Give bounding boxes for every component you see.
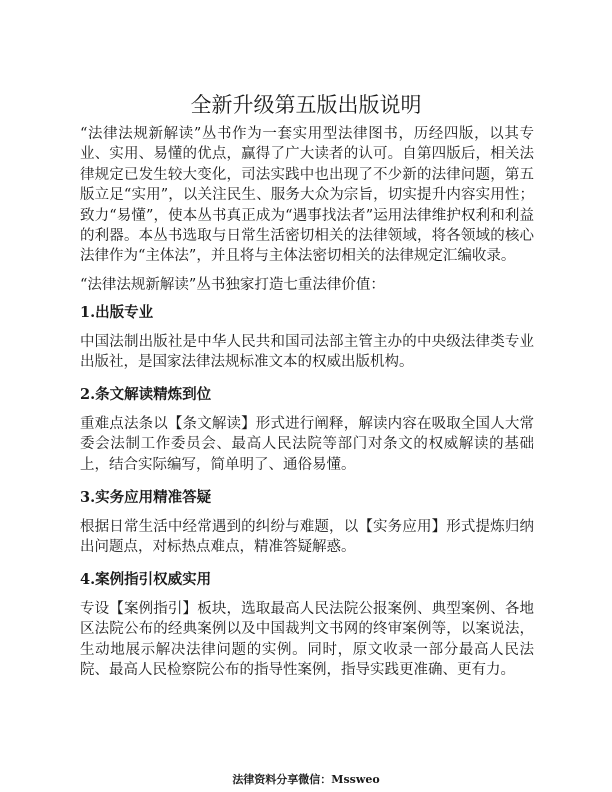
- section-body-2: 重难点法条以【条文解读】形式进行阐释，解读内容在吸取全国人大常委会法制工作委员会、最高人民法院等部门对条文的权威解读的基础上，结合实际编写，简单明了、通俗易懂。: [80, 415, 534, 473]
- page-footer: 法律资料分享微信：Mssweo: [232, 773, 380, 786]
- section-body-4: 专设【案例指引】板块，选取最高人民法院公报案例、典型案例、各地区法院公布的经典案例以及中国裁判文书网的终审案例等，以案说法，生动地展示解决法律问题的实例。同时，原文收录一部分最高人民法院、最高人民检察院公布的指导性案例，指导实践更准确、更有力。: [80, 600, 534, 678]
- section-body-3: 根据日常生活中经常遇到的纠纷与难题，以【实务应用】形式提炼归纳出问题点，对标热点难点，精准答疑解惑。: [80, 518, 534, 555]
- section-body-1: 中国法制出版社是中华人民共和国司法部主管主办的中央级法律类专业出版社，是国家法律法规标准文本的权威出版机构。: [80, 333, 534, 371]
- section-heading-2: 2.条文解读精炼到位: [80, 386, 212, 404]
- values-lead-line: “法律法规新解读”丛书独家打造七重法律价值：: [80, 276, 385, 293]
- section-heading-1: 1.出版专业: [80, 304, 154, 322]
- page-title: 全新升级第五版出版说明: [190, 93, 422, 117]
- section-heading-4: 4.案例指引权威实用: [80, 571, 212, 589]
- body-content: [80, 124, 534, 693]
- section-heading-3: 3.实务应用精准答疑: [80, 489, 212, 507]
- intro-paragraph: “法律法规新解读”丛书作为一套实用型法律图书，历经四版，以其专业、实用、易懂的优点，赢得了广大读者的认可。自第四版后，相关法律规定已发生较大变化，司法实践中也出现了不少新的法律问题，第五版立足“实用”，以关注民生、服务大众为宗旨，切实提升内容实用性；致力“易懂”，使本丛书真正成为“遇事找法者”运用法律维护权利和利益的利器。本丛书选取与日常生活密切相关的法律领域，将各领域的核心法律作为“主体法”，并且将与主体法密切相关的法律规定汇编收录。: [80, 126, 534, 265]
